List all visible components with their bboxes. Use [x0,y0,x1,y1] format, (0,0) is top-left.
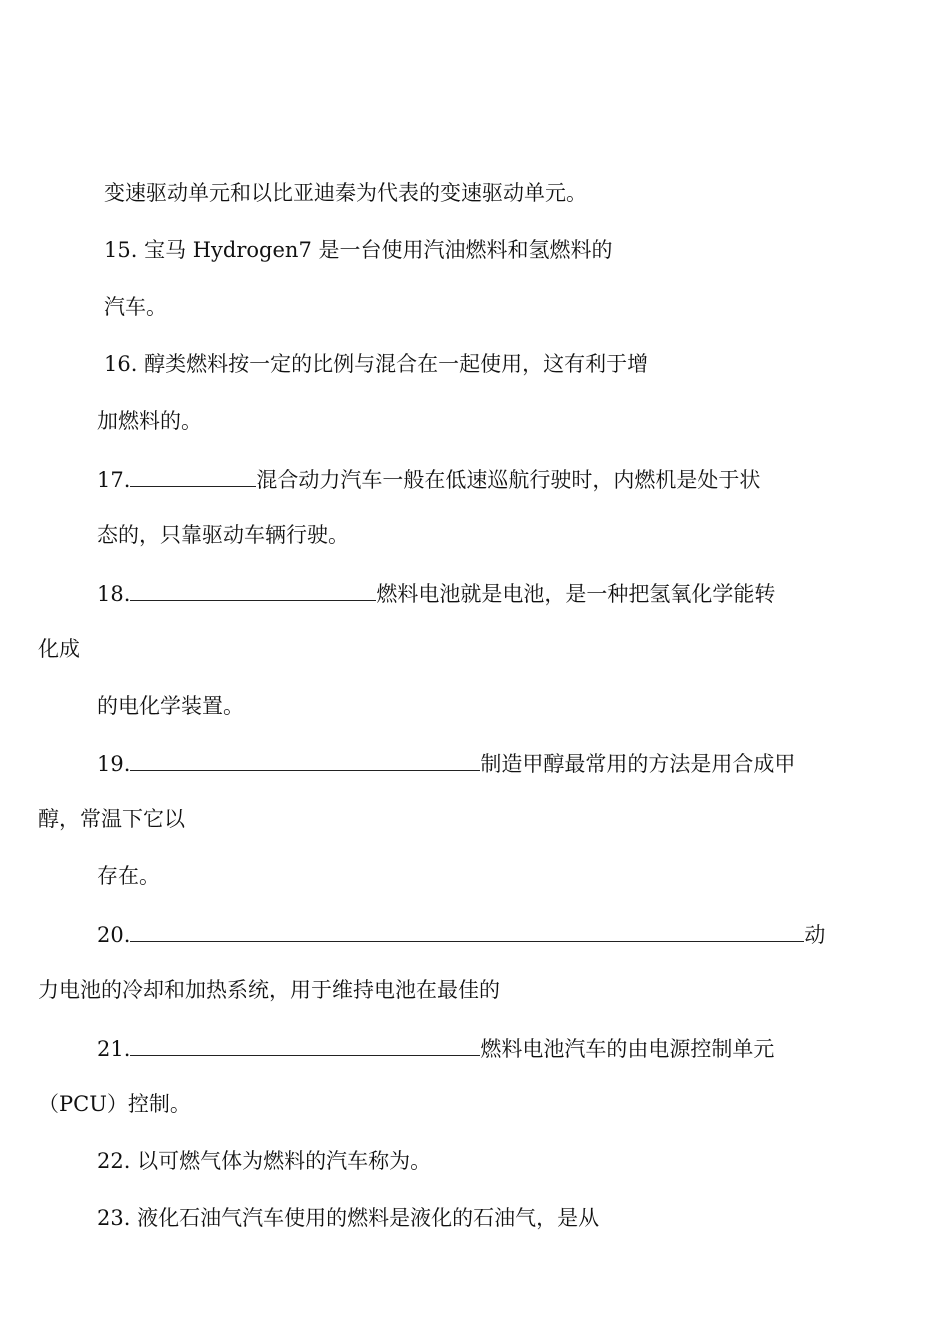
question-16: 16. 醇类燃料按一定的比例与混合在一起使用，这有利于增 [104,352,649,376]
text-line: 的电化学装置。 [97,694,244,718]
question-text: 混合动力汽车一般在低速巡航行驶时，内燃机是处于状 [256,468,761,492]
text-line: 化成 [38,637,80,661]
question-number: 18. [97,582,131,606]
answer-blank[interactable] [130,923,804,942]
question-23: 23. 液化石油气汽车使用的燃料是液化的石油气，是从 [97,1206,600,1230]
text-line: 存在。 [97,864,160,888]
answer-blank[interactable] [130,582,376,601]
question-text: 燃料电池汽车的由电源控制单元 [480,1037,775,1061]
text-line: 态的，只靠驱动车辆行驶。 [97,523,349,547]
question-number: 19. [97,752,131,776]
question-text: 制造甲醇最常用的方法是用合成甲 [480,752,796,776]
text-line: 醇，常温下它以 [38,807,185,831]
text-line: （PCU）控制。 [38,1092,191,1116]
question-15: 15. 宝马 Hydrogen7 是一台使用汽油燃料和氢燃料的 [104,238,613,262]
text-line: 变速驱动单元和以比亚迪秦为代表的变速驱动单元。 [104,181,587,205]
question-number: 17. [97,468,131,492]
question-19 [97,752,795,775]
question-text: 燃料电池就是电池，是一种把氢氧化学能转 [376,582,776,606]
answer-blank[interactable] [130,1037,480,1056]
question-number: 20. [97,923,131,947]
answer-blank[interactable] [130,468,256,487]
text-line: 加燃料的。 [97,409,202,433]
text-line: 汽车。 [104,295,167,319]
question-18 [97,582,775,605]
question-22: 22. 以可燃气体为燃料的汽车称为。 [97,1149,432,1173]
question-text: 动 [804,923,826,947]
text-line: 力电池的冷却和加热系统，用于维持电池在最佳的 [38,978,500,1002]
question-number: 21. [97,1037,131,1061]
question-21 [97,1037,774,1060]
question-17 [97,468,760,491]
question-20 [97,923,825,946]
answer-blank[interactable] [130,752,480,771]
